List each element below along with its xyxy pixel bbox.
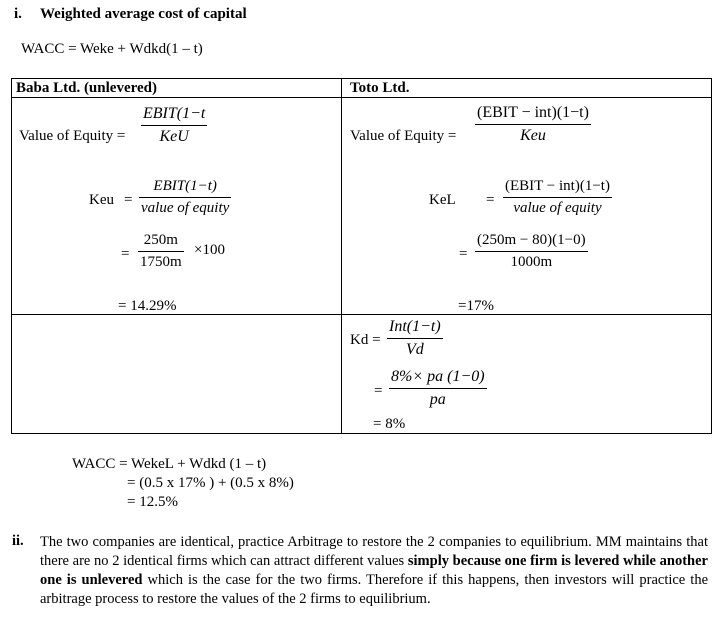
toto-equity-label: Value of Equity = — [350, 128, 457, 144]
keu-calc-equals: = — [121, 246, 130, 262]
keu-numerator: EBIT(1−t) — [153, 178, 217, 194]
keu-calc-multiplier: ×100 — [194, 242, 225, 258]
kel-calc-fraction — [475, 232, 588, 271]
kel-calc-denominator: 1000m — [510, 254, 553, 270]
kd-calc-numerator: 8%× pa (1−0) — [391, 368, 485, 385]
kel-fraction — [503, 178, 612, 217]
keu-calc-numerator: 250m — [143, 232, 178, 248]
kd-fraction — [387, 318, 443, 359]
kel-calc-numerator: (250m − 80)(1−0) — [477, 232, 586, 248]
paragraph-bold-text: simply because one firm is levered while another one is unlevered — [40, 553, 708, 588]
kel-numerator: (EBIT − int)(1−t) — [505, 178, 610, 194]
table-column-divider — [341, 78, 342, 433]
toto-equity-numerator: (EBIT − int)(1−t) — [477, 104, 589, 121]
wacc-line-2: = (0.5 x 17% ) + (0.5 x 8%) — [127, 475, 294, 491]
kd-calc-fraction — [389, 368, 487, 409]
kel-calc-equals: = — [459, 246, 468, 262]
kd-label: Kd = — [350, 332, 381, 348]
baba-equity-numerator: EBIT(1−t — [143, 105, 206, 122]
kd-calc-denominator: pa — [429, 391, 446, 408]
header-toto: Toto Ltd. — [350, 80, 410, 96]
kd-denominator: Vd — [405, 341, 424, 358]
kd-result: = 8% — [373, 416, 406, 432]
kd-numerator: Int(1−t) — [389, 318, 441, 335]
wacc-line-1: WACC = WekeL + Wdkd (1 – t) — [72, 456, 267, 472]
table-header-divider — [11, 97, 711, 98]
paragraph-marker: ii. — [12, 533, 24, 549]
table-row-divider — [11, 314, 711, 315]
kel-equals: = — [486, 192, 495, 208]
kel-denominator: value of equity — [513, 200, 602, 216]
toto-equity-denominator: Keu — [520, 127, 546, 144]
keu-calc-denominator: 1750m — [140, 254, 182, 270]
keu-calc-fraction — [138, 232, 184, 271]
kd-calc-equals: = — [374, 383, 383, 399]
paragraph-text-1: The two companies are identical, practice Arbitrage to restore the 2 companies to equilibrium. MM maintains that there are no 2 identical firms which can attract different values — [40, 534, 708, 569]
kel-result: =17% — [458, 298, 494, 314]
kel-label: KeL — [429, 192, 456, 208]
baba-equity-fraction — [141, 105, 207, 146]
section-title: Weighted average cost of capital — [40, 6, 247, 22]
header-baba: Baba Ltd. (unlevered) — [16, 80, 157, 96]
keu-label: Keu — [89, 192, 114, 208]
baba-equity-label: Value of Equity = — [19, 128, 126, 144]
keu-equals: = — [124, 192, 133, 208]
keu-fraction — [139, 178, 231, 217]
keu-denominator: value of equity — [141, 200, 230, 216]
section-marker: i. — [14, 6, 22, 22]
toto-equity-fraction — [475, 104, 591, 145]
wacc-line-3: = 12.5% — [127, 494, 178, 510]
paragraph-text-2: which is the case for the two firms. Therefore if this happens, then investors will practice the arbitrage process to restore the values of the 2 firms to equilibrium. — [40, 572, 709, 607]
wacc-formula: WACC = Weke + Wdkd(1 – t) — [21, 41, 203, 57]
baba-equity-denominator: KeU — [159, 128, 189, 145]
arbitrage-paragraph — [40, 533, 708, 609]
keu-result: = 14.29% — [118, 298, 177, 314]
